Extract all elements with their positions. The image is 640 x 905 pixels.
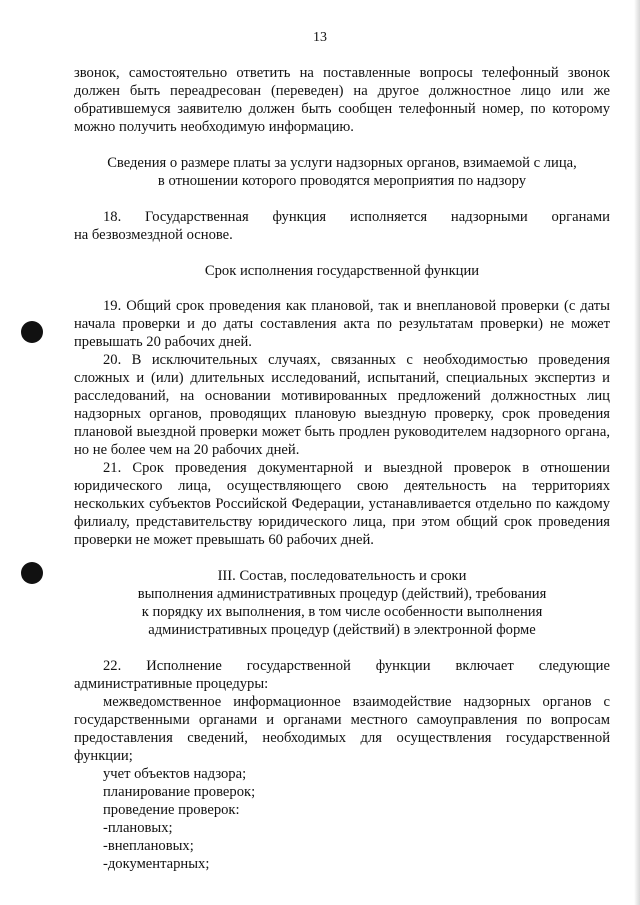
list-item: учет объектов надзора; <box>103 766 247 782</box>
paragraph-18-word: органами <box>551 209 610 225</box>
heading-fee-line-1: Сведения о размере платы за услуги надзорных органов, взимаемой с лица, <box>107 155 577 171</box>
paragraph-19: 19. Общий срок проведения как плановой, так и внеплановой проверки (с даты начала проверки и до даты составления акта по результатам проверки) не может превышать 20 рабочих дней. <box>74 298 610 350</box>
paragraph-18-word: 18. <box>103 209 122 225</box>
paragraph-18-word: функция <box>272 209 327 225</box>
paragraph-22-first-line <box>74 657 610 675</box>
heading-fee-line-2: в отношении которого проводятся мероприятия по надзору <box>157 173 527 189</box>
paragraph-18-word: надзорными <box>450 209 528 225</box>
punch-hole-top <box>21 321 43 343</box>
paragraph-18-first-line <box>74 208 610 226</box>
section-heading-line-4: административных процедур (действий) в электронной форме <box>148 622 536 638</box>
paragraph-22-word: следующие <box>538 658 610 674</box>
paragraph-18-word: исполняется <box>349 209 428 225</box>
paragraph-22-word: Исполнение <box>146 658 222 674</box>
paragraph-21: 21. Срок проведения документарной и выездной проверок в отношении юридического лица, осуществляющего свою деятельность на территориях нескольких субъектов Российской Федерации, устанавливается отдельно по каждому филиалу, представительству юридического лица, при этом общий срок проведения проверки не может превышать 60 рабочих дней. <box>74 460 610 548</box>
page-number: 13 <box>313 30 327 45</box>
list-item: проведение проверок: <box>103 802 240 818</box>
paragraph-22-word: функции <box>375 658 431 674</box>
paragraph-22-word: 22. <box>103 658 122 674</box>
list-item: планирование проверок; <box>103 784 256 800</box>
list-item: -документарных; <box>103 856 210 872</box>
heading-term: Срок исполнения государственной функции <box>204 263 480 279</box>
paragraph-22-interaction: межведомственное информационное взаимодействие надзорных органов с государственными органами и органами местного самоуправления по вопросам предоставления сведений, необходимых для осуществления государственной функции; <box>74 694 610 764</box>
paragraph-22-word: включает <box>455 658 514 674</box>
section-heading-line-3: к порядку их выполнения, в том числе особенности выполнения <box>141 604 543 620</box>
paragraph-20: 20. В исключительных случаях, связанных с необходимостью проведения сложных и (или) длительных исследований, испытаний, специальных экспертиз и расследований, на основании мотивированных предложений должностных лиц надзорных органов, проводящих плановую выездную проверку, срок проведения плановой выездной проверки может быть продлен руководителем надзорного органа, но не более чем на 20 рабочих дней. <box>74 352 610 458</box>
list-item: -плановых; <box>103 820 173 836</box>
section-heading-line-1: III. Состав, последовательность и сроки <box>217 568 467 584</box>
paragraph-18-end: на безвозмездной основе. <box>74 227 233 243</box>
paragraph-18-word: Государственная <box>145 209 249 225</box>
document-body <box>74 64 610 873</box>
paragraph-22-end: административные процедуры: <box>74 676 269 692</box>
continued-paragraph: звонок, самостоятельно ответить на поставленные вопросы телефонный звонок должен быть переадресован (переведен) на другое должностное лицо или же обратившемуся заявителю должен быть сообщен телефонный номер, по которому можно получить необходимую информацию. <box>74 65 610 135</box>
paragraph-22-word: государственной <box>246 658 351 674</box>
list-item: -внеплановых; <box>103 838 194 854</box>
punch-hole-bottom <box>21 562 43 584</box>
page-edge-shadow <box>634 0 640 905</box>
section-heading-line-2: выполнения административных процедур (действий), требования <box>137 586 547 602</box>
